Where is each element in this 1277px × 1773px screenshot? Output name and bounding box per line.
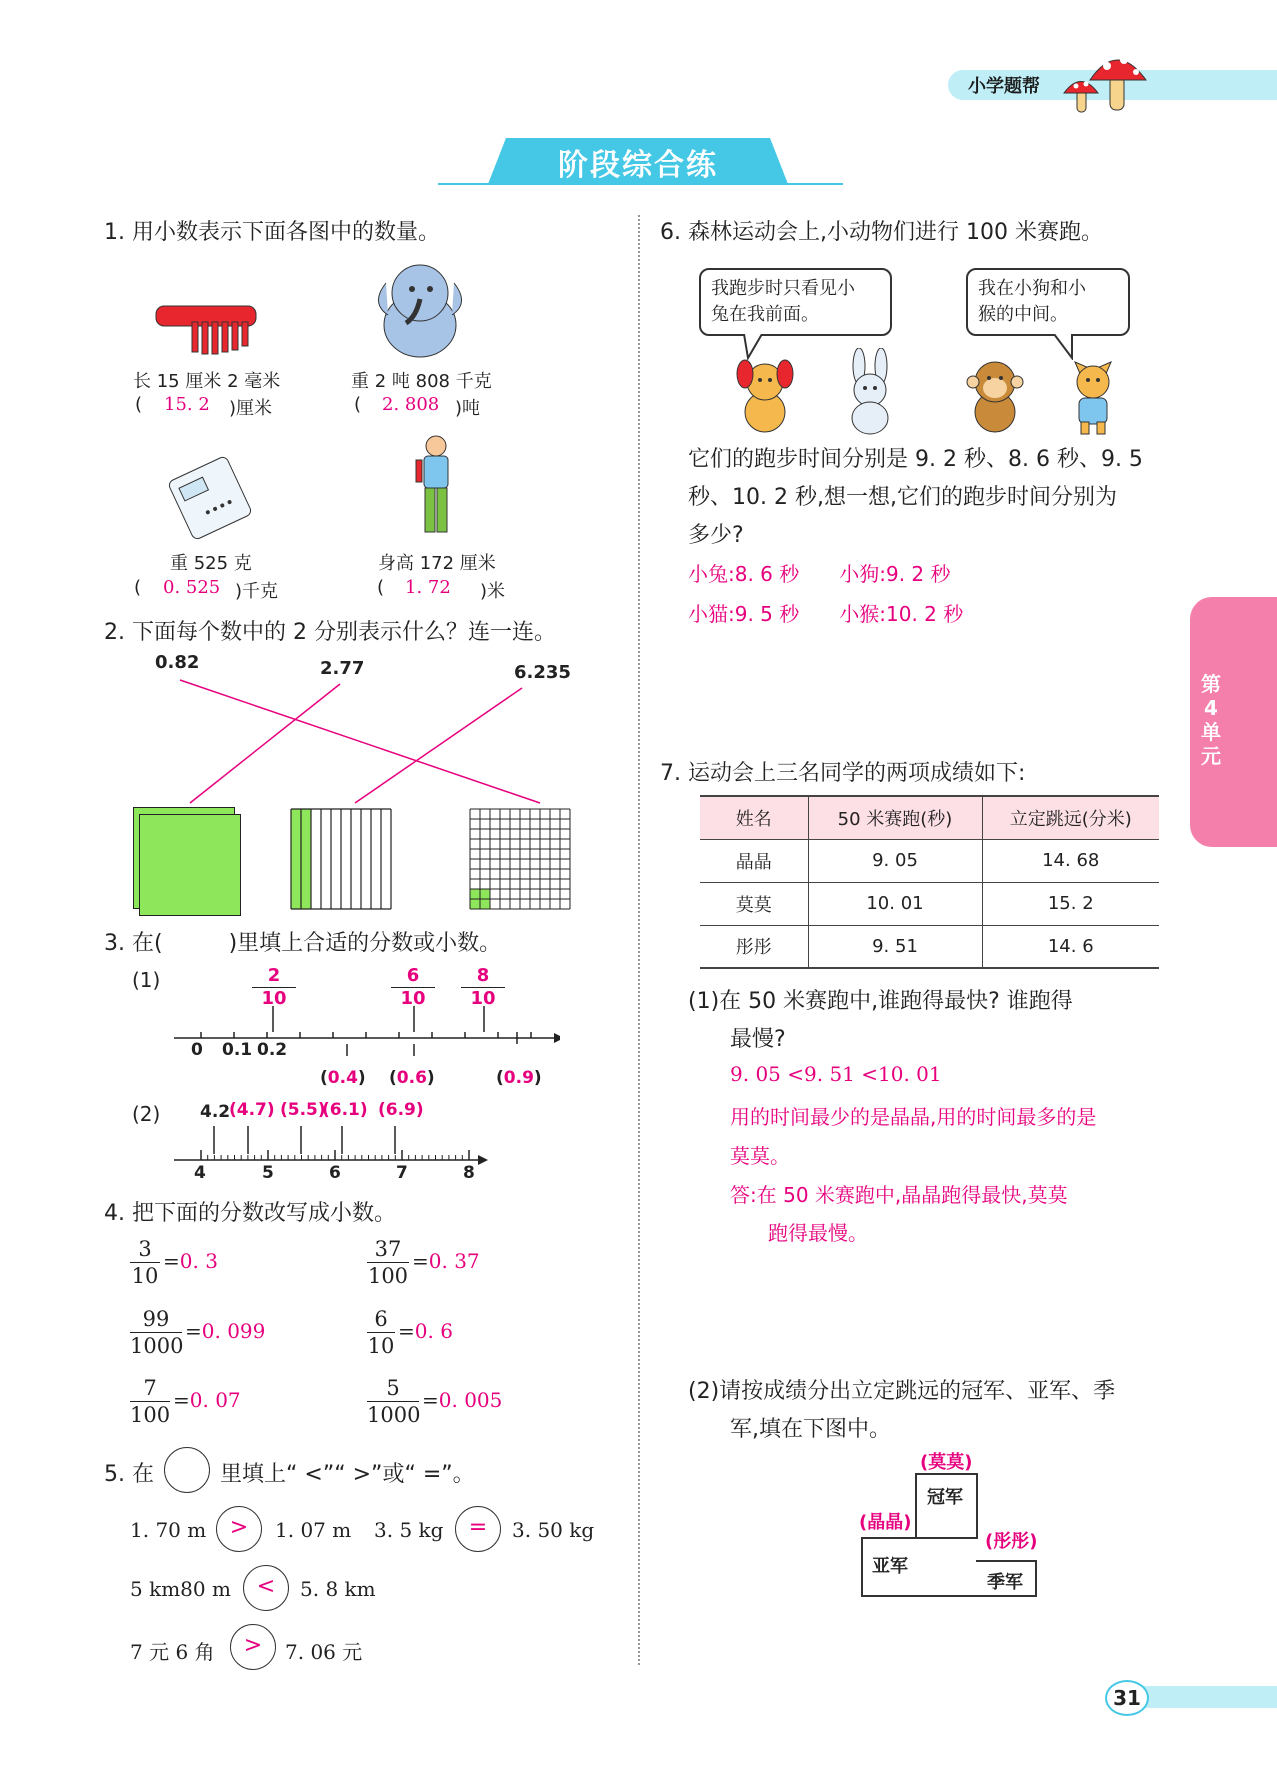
- q4-item6-eq: =0. 005: [422, 1388, 503, 1412]
- q4-item5-fraction: [130, 1375, 170, 1428]
- q3-decimal-2-paren: (0.6): [389, 1068, 435, 1088]
- bag-icon: [162, 452, 258, 544]
- table-row: [700, 925, 1159, 968]
- q4-item3-den: 1000: [130, 1334, 184, 1358]
- q5-item3-sign: <: [243, 1565, 289, 1611]
- q5-item1-right: 1. 07 m: [275, 1518, 352, 1542]
- q3-tick-0-2: 0.2: [257, 1040, 288, 1060]
- q5-item4-left: 7 元 6 角: [130, 1640, 215, 1664]
- q3-decimal-3-paren: (0.9): [496, 1068, 542, 1088]
- q4-prompt: 4. 把下面的分数改写成小数。: [104, 1201, 396, 1226]
- q7-sub1-answer-line4: 答:在 50 米赛跑中,晶晶跑得最快,莫莫: [730, 1183, 1068, 1207]
- q4-item4-fraction: [367, 1306, 395, 1359]
- q1-item4-label: 身高 172 厘米: [378, 553, 496, 574]
- q5-item4-right: 7. 06 元: [285, 1640, 363, 1664]
- q5-item3-left: 5 km80 m: [130, 1577, 231, 1601]
- q3-label2-2: (5.5): [280, 1100, 326, 1120]
- q1-item3-label: 重 525 克: [170, 553, 252, 574]
- q7-sub1-answer-line3: 莫莫。: [730, 1144, 790, 1168]
- q6-speech-bubble-2: [966, 268, 1130, 336]
- q5-item1-sign: >: [216, 1506, 262, 1552]
- q3-tick2-5: 5: [262, 1163, 274, 1183]
- q5-prompt-b: 里填上“ <”“ >”或“ =”。: [220, 1462, 475, 1487]
- q4-item4-eq: =0. 6: [398, 1319, 453, 1343]
- boy-icon: [412, 432, 458, 540]
- q6-text-line1: 它们的跑步时间分别是 9. 2 秒、8. 6 秒、9. 5: [688, 447, 1143, 472]
- q3-tick2-7: 7: [396, 1163, 408, 1183]
- q4-item1-fraction: [130, 1236, 160, 1289]
- table-cell: 晶晶: [700, 839, 808, 882]
- comb-icon: [152, 302, 264, 362]
- monkey-icon: [958, 350, 1032, 438]
- q4-item2-fraction: [367, 1236, 409, 1289]
- q3-fraction-1: [252, 965, 296, 1010]
- q3-fraction-3: [461, 965, 505, 1010]
- q5-prompt-a: 5. 在: [104, 1462, 154, 1487]
- q3-fraction-1-den: 10: [261, 988, 287, 1009]
- table-cell: 14. 68: [982, 839, 1159, 882]
- podium-third-label: 季军: [987, 1572, 1023, 1593]
- q4-item3-fraction: [130, 1306, 182, 1359]
- q4-item2-den: 100: [367, 1264, 409, 1288]
- q5-item3-right: 5. 8 km: [300, 1577, 376, 1601]
- q2-tenths-grid: [290, 808, 394, 912]
- q3-tick2-6: 6: [329, 1163, 341, 1183]
- q3-fraction-1-num: 2: [252, 965, 296, 988]
- q3-tick2-8: 8: [463, 1163, 475, 1183]
- q2-square-front: [139, 814, 241, 916]
- q5-item1-left: 1. 70 m: [130, 1518, 207, 1542]
- q5-item4-sign: >: [230, 1624, 276, 1670]
- q7-score-table: [700, 795, 1159, 969]
- q1-item1-unit: )厘米: [229, 398, 273, 419]
- q1-item3-answer: 0. 525: [163, 577, 221, 598]
- q6-text-line3: 多少?: [688, 523, 744, 548]
- q4-item4-den: 10: [367, 1334, 395, 1358]
- podium-champion-name: (莫莫): [920, 1452, 973, 1473]
- table-row: [700, 882, 1159, 925]
- q4-item3-eq: =0. 099: [185, 1319, 266, 1343]
- q1-item2-answer: 2. 808: [382, 394, 440, 415]
- q7-sub2-line1: (2)请按成绩分出立定跳远的冠军、亚军、季: [688, 1379, 1116, 1404]
- q3-fraction-3-den: 10: [470, 988, 496, 1009]
- q7-prompt: 7. 运动会上三名同学的两项成绩如下:: [660, 761, 1026, 786]
- q1-prompt: 1. 用小数表示下面各图中的数量。: [104, 220, 440, 245]
- table-cell: 莫莫: [700, 882, 808, 925]
- podium-champion-label: 冠军: [927, 1487, 963, 1508]
- q6-prompt: 6. 森林运动会上,小动物们进行 100 米赛跑。: [660, 220, 1103, 245]
- page-title: 阶段综合练: [558, 148, 718, 183]
- table-header-name: 姓名: [700, 796, 808, 839]
- q4-item5-eq: =0. 07: [173, 1388, 241, 1412]
- q3-fraction-2-den: 10: [400, 988, 426, 1009]
- q7-sub1-answer-line1: 9. 05 <9. 51 <10. 01: [730, 1062, 942, 1086]
- q1-item4-answer: 1. 72: [405, 577, 451, 598]
- q3-label2-0: 4.2: [200, 1102, 231, 1122]
- q6-bubble1-line1: 我跑步时只看见小: [711, 278, 855, 299]
- q3-decimal-3: 0.9: [503, 1068, 534, 1088]
- rabbit-icon: [835, 348, 905, 438]
- table-cell: 彤彤: [700, 925, 808, 968]
- q7-sub1-answer-line2: 用的时间最少的是晶晶,用的时间最多的是: [730, 1105, 1097, 1129]
- q6-answer-line2: 小猫:9. 5 秒 小猴:10. 2 秒: [688, 602, 964, 626]
- podium-runner-up-label: 亚军: [872, 1556, 908, 1577]
- q4-item5-answer: 0. 07: [189, 1388, 241, 1412]
- q3-fraction-2-num: 6: [391, 965, 435, 988]
- q7-sub1-line2: 最慢?: [730, 1027, 786, 1052]
- q4-item4-answer: 0. 6: [414, 1319, 453, 1343]
- q2-number-2: 2.77: [320, 658, 365, 679]
- q3-tick-0-1: 0.1: [222, 1040, 253, 1060]
- podium-runner-up-name: (晶晶): [859, 1512, 912, 1533]
- q1-item1-answer: 15. 2: [164, 394, 210, 415]
- q1-item2-open-paren: (: [354, 394, 362, 415]
- q7-sub2-line2: 军,填在下图中。: [730, 1417, 891, 1442]
- table-cell: 9. 51: [808, 925, 982, 968]
- q2-prompt: 2. 下面每个数中的 2 分别表示什么？连一连。: [104, 620, 556, 645]
- puppy-icon: [730, 352, 800, 436]
- q4-item3-answer: 0. 099: [201, 1319, 266, 1343]
- unit-side-tab-label: 第4单元: [1201, 672, 1221, 768]
- q4-item2-num: 37: [367, 1236, 409, 1263]
- page-number: 31: [1105, 1680, 1149, 1716]
- q5-item2-sign: =: [455, 1506, 501, 1552]
- q1-item4-unit: )米: [480, 581, 506, 602]
- q3-part1-label: (1): [132, 968, 161, 992]
- q4-item6-answer: 0. 005: [438, 1388, 503, 1412]
- q1-item3-unit: )千克: [235, 581, 279, 602]
- cat-icon: [1063, 352, 1123, 438]
- q3-label2-1: (4.7): [229, 1100, 275, 1120]
- q4-item2-answer: 0. 37: [428, 1249, 480, 1273]
- q4-item4-num: 6: [367, 1306, 395, 1333]
- q1-item2-unit: )吨: [455, 398, 481, 419]
- q4-item6-num: 5: [367, 1375, 419, 1402]
- q1-item4-open-paren: (: [377, 577, 385, 598]
- q1-item2-label: 重 2 吨 808 千克: [351, 371, 492, 392]
- q2-number-3: 6.235: [514, 662, 571, 683]
- brand-label: 小学题帮: [968, 76, 1040, 97]
- q4-item1-den: 10: [131, 1264, 159, 1288]
- q4-item1-num: 3: [130, 1236, 160, 1263]
- q2-connecting-lines: [130, 670, 590, 815]
- q4-item5-den: 100: [130, 1403, 171, 1427]
- q4-item1-eq: =0. 3: [163, 1249, 218, 1273]
- q6-bubble2-line2: 猴的中间。: [978, 304, 1068, 325]
- q3-fraction-2: [391, 965, 435, 1010]
- table-cell: 15. 2: [982, 882, 1159, 925]
- q1-item1-open-paren: (: [135, 394, 143, 415]
- q5-item2-left: 3. 5 kg: [374, 1518, 444, 1542]
- column-divider: [638, 215, 640, 1665]
- q6-bubble2-line1: 我在小狗和小: [978, 278, 1086, 299]
- q4-item6-den: 1000: [367, 1403, 421, 1427]
- q4-item5-num: 7: [130, 1375, 170, 1402]
- q2-hundredths-grid: [469, 808, 573, 912]
- q3-tick2-4: 4: [194, 1163, 206, 1183]
- q6-bubble1-line2: 兔在我前面。: [711, 304, 819, 325]
- q4-item1-answer: 0. 3: [179, 1249, 218, 1273]
- q1-item1-label: 长 15 厘米 2 毫米: [133, 371, 281, 392]
- table-cell: 14. 6: [982, 925, 1159, 968]
- q2-number-1: 0.82: [155, 652, 200, 673]
- q7-sub1-line1: (1)在 50 米赛跑中,谁跑得最快? 谁跑得: [688, 989, 1073, 1014]
- q6-answer-line1: 小兔:8. 6 秒 小狗:9. 2 秒: [688, 562, 951, 586]
- q6-speech-bubble-1: [699, 268, 892, 336]
- q3-decimal-1: 0.4: [327, 1068, 358, 1088]
- q3-label2-4: (6.9): [378, 1100, 424, 1120]
- q7-sub1-answer-line5: 跑得最慢。: [768, 1221, 868, 1245]
- q4-item2-eq: =0. 37: [412, 1249, 480, 1273]
- mushroom-icon: [1062, 46, 1148, 116]
- podium-third-name: (彤彤): [985, 1531, 1038, 1552]
- table-cell: 10. 01: [808, 882, 982, 925]
- q6-text-line2: 秒、10. 2 秒,想一想,它们的跑步时间分别为: [688, 485, 1117, 510]
- q3-fraction-3-num: 8: [461, 965, 505, 988]
- elephant-icon: [370, 253, 470, 363]
- q4-item3-num: 99: [130, 1306, 182, 1333]
- q1-item3-open-paren: (: [134, 577, 142, 598]
- q3-tick-0: 0: [191, 1040, 203, 1060]
- table-header-jump: 立定跳远(分米): [982, 796, 1159, 839]
- q3-prompt: 3. 在( )里填上合适的分数或小数。: [104, 931, 502, 956]
- table-header-run: 50 米赛跑(秒): [808, 796, 982, 839]
- q3-label2-3: (6.1): [322, 1100, 368, 1120]
- q5-item2-right: 3. 50 kg: [512, 1518, 595, 1542]
- q3-part2-label: (2): [132, 1102, 161, 1126]
- table-cell: 9. 05: [808, 839, 982, 882]
- table-row: [700, 839, 1159, 882]
- q3-decimal-2: 0.6: [396, 1068, 427, 1088]
- q5-empty-circle: [164, 1447, 210, 1493]
- q4-item6-fraction: [367, 1375, 419, 1428]
- footer-strip: [1130, 1686, 1277, 1708]
- table-header-row: [700, 796, 1159, 839]
- q3-decimal-1-paren: (0.4): [320, 1068, 366, 1088]
